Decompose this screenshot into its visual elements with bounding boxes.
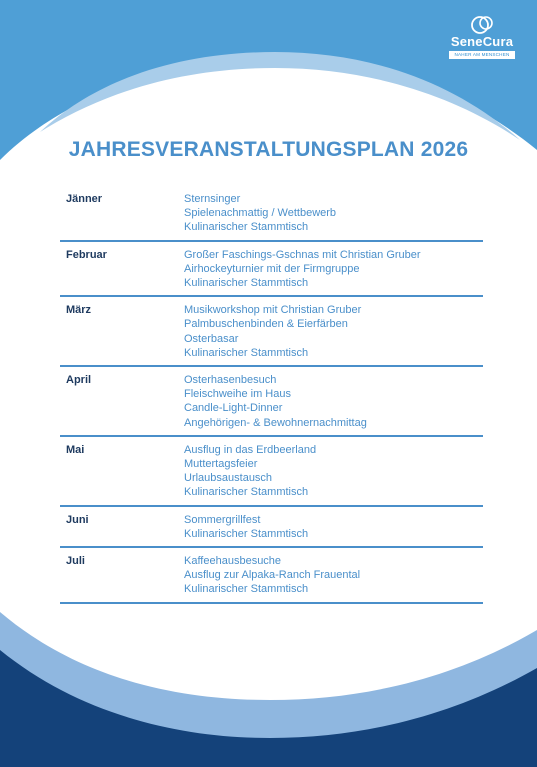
- event-item: Muttertagsfeier: [184, 458, 258, 471]
- event-item: Airhockeyturnier mit der Firmgruppe: [184, 262, 360, 275]
- event-item: Kulinarischer Stammtisch: [184, 277, 309, 290]
- event-item: Ausflug in das Erdbeerland: [184, 443, 317, 456]
- event-list: [184, 443, 483, 500]
- event-item: Candle-Light-Dinner: [184, 402, 283, 415]
- schedule-row: [60, 367, 483, 437]
- month-label: März: [66, 304, 92, 317]
- event-item: Osterhasenbesuch: [184, 374, 277, 387]
- event-item: Kulinarischer Stammtisch: [184, 583, 309, 596]
- schedule-row: [60, 297, 483, 367]
- event-item: Musikworkshop mit Christian Gruber: [184, 304, 362, 317]
- month-label: Juli: [66, 555, 85, 568]
- month-label: Mai: [66, 443, 85, 456]
- event-list: [184, 554, 483, 597]
- event-item: Angehörigen- & Bewohnernachmittag: [184, 416, 367, 429]
- schedule-row: [60, 548, 483, 604]
- logo-circles-icon: [469, 14, 497, 36]
- event-list: [184, 373, 483, 430]
- schedule-table: [60, 186, 483, 604]
- event-item: Kaffeehausbesuche: [184, 555, 282, 568]
- schedule-row: [60, 242, 483, 298]
- page-title: JAHRESVERANSTALTUNGSPLAN 2026: [68, 138, 469, 161]
- event-item: Palmbuschenbinden & Eierfärben: [184, 318, 348, 331]
- event-list: [184, 513, 483, 541]
- event-list: [184, 303, 483, 360]
- logo-tagline: NAHER AM MENSCHEN: [449, 51, 515, 59]
- event-item: Großer Faschings-Gschnas mit Christian Gruber: [184, 248, 421, 261]
- senecura-logo: [447, 14, 517, 58]
- month-label: Juni: [66, 513, 89, 526]
- logo-name: SeneCura: [450, 34, 514, 49]
- event-item: Spielenachmattig / Wettbewerb: [184, 207, 337, 220]
- event-item: Osterbasar: [184, 332, 239, 345]
- event-item: Fleischweihe im Haus: [184, 388, 291, 401]
- event-item: Sternsinger: [184, 193, 241, 205]
- event-item: Kulinarischer Stammtisch: [184, 527, 309, 540]
- schedule-row: [60, 186, 483, 242]
- event-item: Ausflug zur Alpaka-Ranch Frauental: [184, 569, 361, 582]
- event-list: [184, 192, 483, 235]
- schedule-row: [60, 507, 483, 548]
- month-label: April: [66, 374, 92, 387]
- event-item: Kulinarischer Stammtisch: [184, 221, 309, 234]
- event-item: Urlaubsaustausch: [184, 472, 273, 485]
- event-item: Kulinarischer Stammtisch: [184, 346, 309, 359]
- month-label: Jänner: [66, 193, 103, 205]
- event-list: [184, 248, 483, 291]
- event-item: Sommergrillfest: [184, 513, 261, 526]
- event-item: Kulinarischer Stammtisch: [184, 486, 309, 499]
- month-label: Februar: [66, 248, 107, 261]
- schedule-row: [60, 437, 483, 507]
